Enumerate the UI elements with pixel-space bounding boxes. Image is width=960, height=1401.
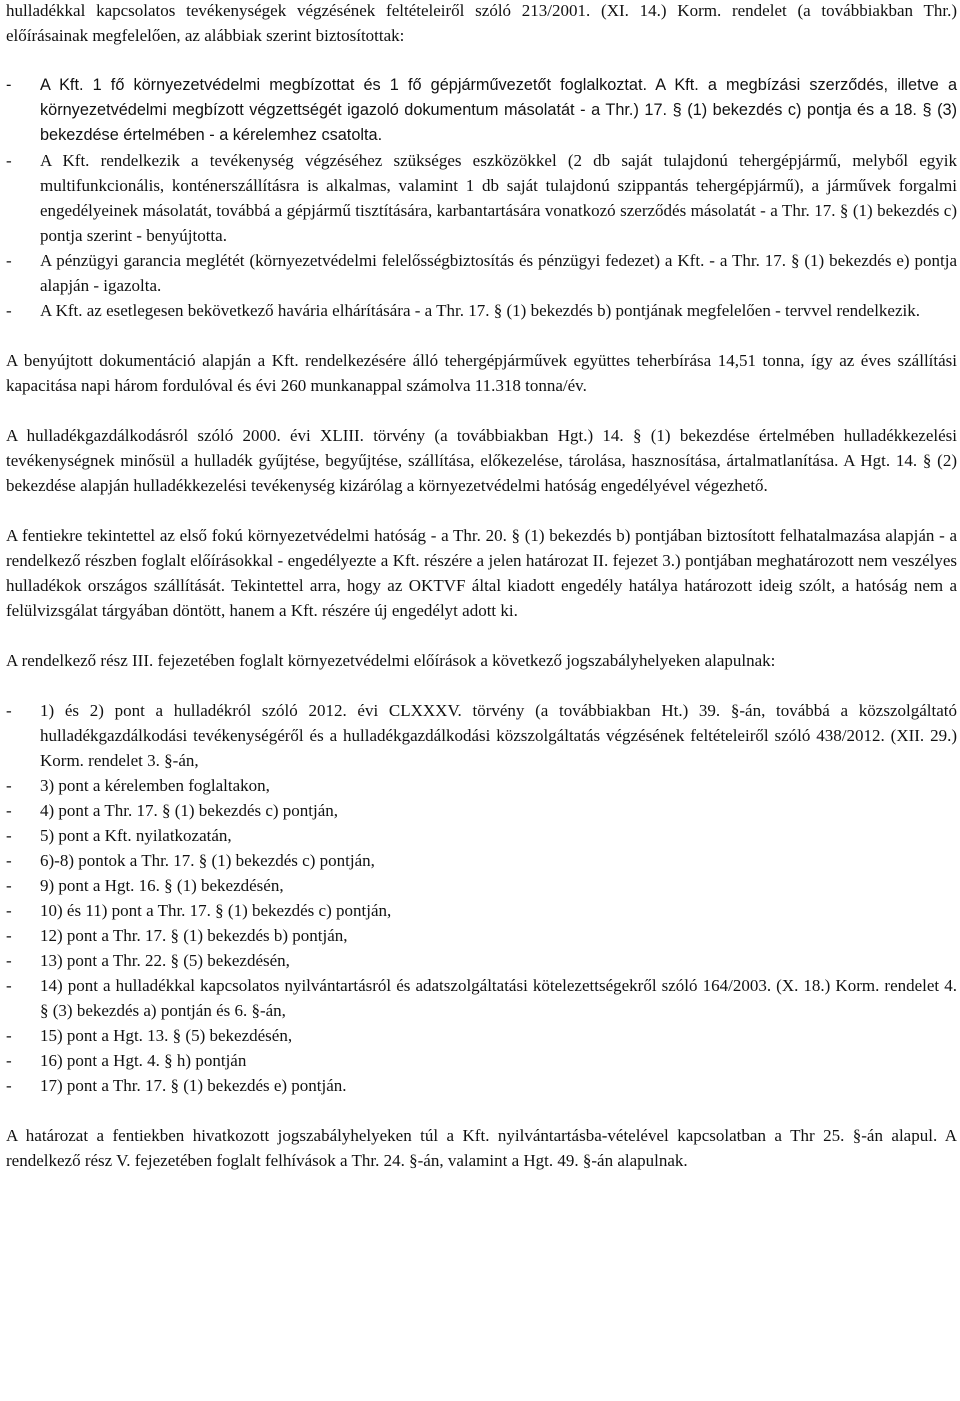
intro-paragraph: hulladékkal kapcsolatos tevékenységek végzésének feltételeiről szóló 213/2001. (XI. 14.) Korm. rendelet (a továbbiakban Thr.) előírásainak megfelelően, az alábbiak szerint biztosítottak: — [6, 1, 957, 45]
list-item-text: 14) pont a hulladékkal kapcsolatos nyilvántartásról és adatszolgáltatási kötelezettségekről szóló 164/2003. (X. 18.) Korm. rendelet 4. § (3) bekezdés a) pontján és 6. §-án, — [40, 976, 957, 1020]
list-dash: - — [6, 826, 12, 845]
list-item — [6, 1023, 957, 1048]
spacer — [6, 323, 957, 348]
list-item-text: A pénzügyi garancia meglétét (környezetvédelmi felelősségbiztosítás és pénzügyi fedezet) a Kft. - a Thr. 17. § (1) bekezdés e) pontja alapján - igazolta. — [40, 251, 957, 295]
list-dash: - — [6, 701, 12, 720]
spacer — [6, 48, 957, 73]
authority-paragraph: A fentiekre tekintettel az első fokú környezetvédelmi hatóság - a Thr. 20. § (1) bekezdés b) pontjában biztosított felhatalmazása alapján - a rendelkező részben foglalt előírásokkal - engedélyezte a Kft. részére a jelen határozat II. fejezet 3.) pontjában meghatározott nem veszélyes hulladékok országos szállítását. Tekintettel arra, hogy az OKTVF által kiadott engedély hatálya határozott ideig szólt, a hatóság nem a felülvizsgálat tárgyában döntött, hanem a Kft. részére új engedélyt adott ki. — [6, 526, 957, 620]
list-item — [6, 148, 957, 248]
list-dash: - — [6, 1076, 12, 1095]
list-item — [6, 248, 957, 298]
capacity-paragraph: A benyújtott dokumentáció alapján a Kft. rendelkezésére álló tehergépjárművek együttes teherbírása 14,51 tonna, így az éves szállítási kapacitása napi három fordulóval és évi 260 munkanappal számolva 11.318 tonna/év. — [6, 351, 957, 395]
list-item — [6, 1048, 957, 1073]
spacer — [6, 623, 957, 648]
list-item-text: 9) pont a Hgt. 16. § (1) bekezdésén, — [40, 876, 284, 895]
list-item — [6, 298, 957, 323]
list-item-text: A Kft. 1 fő környezetvédelmi megbízottat és 1 fő gépjárművezetőt foglalkoztat. A Kft. a megbízási szerződés, illetve a környezetvédelmi megbízott végzettségét igazoló dokumentum másolatát - a Thr.) 17. § (1) bekezdés c) pontja és a 18. § (3) bekezdése értelmében - a kérelemhez csatolta. — [40, 76, 957, 144]
list-item — [6, 698, 957, 773]
list-item-text: 17) pont a Thr. 17. § (1) bekezdés e) pontján. — [40, 1076, 347, 1095]
spacer — [6, 398, 957, 423]
list-dash: - — [6, 251, 12, 270]
list-item-text: 4) pont a Thr. 17. § (1) bekezdés c) pontján, — [40, 801, 339, 820]
list-item — [6, 923, 957, 948]
list-dash: - — [6, 1026, 12, 1045]
list-dash: - — [6, 76, 12, 94]
list-dash: - — [6, 951, 12, 970]
spacer — [6, 498, 957, 523]
list-item-text: 5) pont a Kft. nyilatkozatán, — [40, 826, 232, 845]
list-dash: - — [6, 926, 12, 945]
list-item — [6, 973, 957, 1023]
list-item-text: 6)-8) pontok a Thr. 17. § (1) bekezdés c) pontján, — [40, 851, 375, 870]
list-item — [6, 823, 957, 848]
final-paragraph: A határozat a fentiekben hivatkozott jogszabályhelyeken túl a Kft. nyilvántartásba-vételével kapcsolatban a Thr 25. §-án alapul. A rendelkező rész V. fejezetében foglalt felhívások a Thr. 24. §-án, valamint a Hgt. 49. §-án alapulnak. — [6, 1126, 957, 1170]
list-dash: - — [6, 976, 12, 995]
list-item — [6, 873, 957, 898]
list-dash: - — [6, 151, 12, 170]
spacer — [6, 1098, 957, 1123]
list-item — [6, 898, 957, 923]
hgt-paragraph: A hulladékgazdálkodásról szóló 2000. évi XLIII. törvény (a továbbiakban Hgt.) 14. § (1) bekezdése értelmében hulladékkezelési tevékenységnek minősül a hulladék gyűjtése, begyűjtése, szállítása, előkezelése, tárolása, hasznosítása, ártalmatlanítása. A Hgt. 14. § (2) bekezdése alapján hulladékkezelési tevékenység kizárólag a környezetvédelmi hatóság engedélyével végezhető. — [6, 426, 957, 495]
list-dash: - — [6, 301, 12, 320]
conditions-list — [6, 73, 957, 323]
list-dash: - — [6, 776, 12, 795]
list-dash: - — [6, 901, 12, 920]
list-item-text: 13) pont a Thr. 22. § (5) bekezdésén, — [40, 951, 290, 970]
list-dash: - — [6, 876, 12, 895]
list-dash: - — [6, 1051, 12, 1070]
list-item — [6, 773, 957, 798]
legal-basis-list — [6, 698, 957, 1098]
list-item-text: 1) és 2) pont a hulladékról szóló 2012. évi CLXXXV. törvény (a továbbiakban Ht.) 39. §-án, továbbá a közszolgáltató hulladékgazdálkodási tevékenységéről és a hulladékgazdálkodási közszolgáltatás végzésének feltételeiről szóló 438/2012. (XII. 29.) Korm. rendelet 3. §-án, — [40, 701, 957, 770]
list-item-text: A Kft. rendelkezik a tevékenység végzéséhez szükséges eszközökkel (2 db saját tulajdonú tehergépjármű, melyből egyik multifunkcionális, konténerszállításra is alkalmas, valamint 1 db saját tulajdonú szippantás tehergépjármű), a járművek forgalmi engedélyeinek másolatát, továbbá a gépjármű tisztítására, karbantartására vonatkozó szerződés másolatát - a Thr. 17. § (1) bekezdés c) pontja szerint - benyújtotta. — [40, 151, 957, 245]
list-dash: - — [6, 851, 12, 870]
list-item-text: 12) pont a Thr. 17. § (1) bekezdés b) pontján, — [40, 926, 348, 945]
list-item-text: 15) pont a Hgt. 13. § (5) bekezdésén, — [40, 1026, 293, 1045]
list-item — [6, 1073, 957, 1098]
spacer — [6, 673, 957, 698]
legal-intro-paragraph: A rendelkező rész III. fejezetében foglalt környezetvédelmi előírások a következő jogszabályhelyeken alapulnak: — [6, 651, 776, 670]
list-item-text: 10) és 11) pont a Thr. 17. § (1) bekezdés c) pontján, — [40, 901, 392, 920]
list-item — [6, 798, 957, 823]
list-item-text: 3) pont a kérelemben foglaltakon, — [40, 776, 270, 795]
list-item — [6, 948, 957, 973]
list-item-text: 16) pont a Hgt. 4. § h) pontján — [40, 1051, 247, 1070]
list-dash: - — [6, 801, 12, 820]
list-item-text: A Kft. az esetlegesen bekövetkező havária elhárítására - a Thr. 17. § (1) bekezdés b) pontjának megfelelően - tervvel rendelkezik. — [40, 301, 920, 320]
list-item — [6, 73, 957, 148]
list-item — [6, 848, 957, 873]
